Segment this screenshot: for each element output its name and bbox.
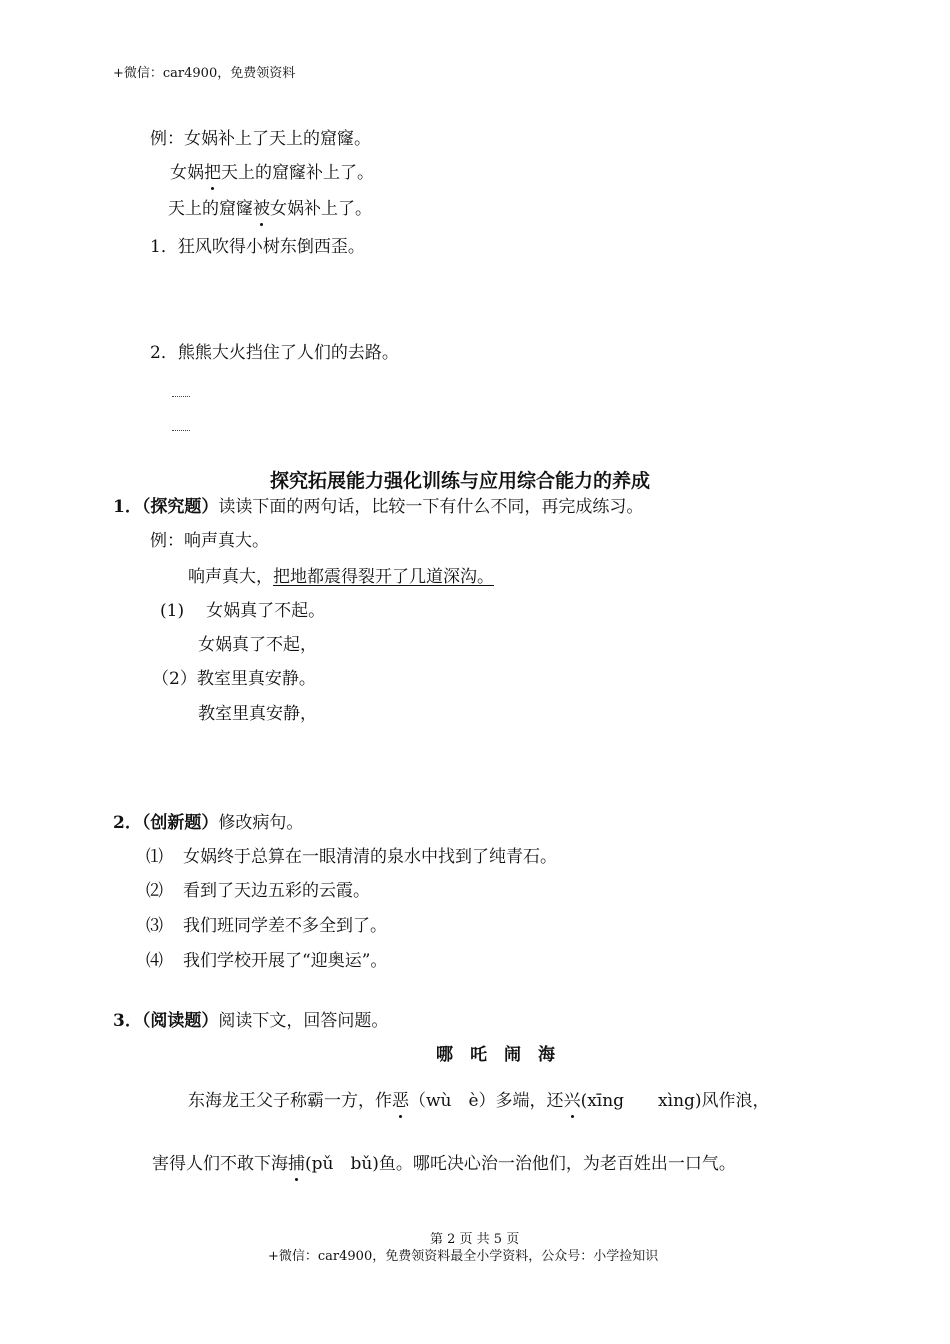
q1-sub-2-followup: 教室里真安静，	[198, 704, 317, 724]
question-prompt: 阅读下文，回答问题。	[218, 1011, 389, 1031]
ba-prefix: 女娲	[170, 163, 204, 183]
answer-blank-line	[172, 396, 190, 397]
exercise-item-1: 1．狂风吹得小树东倒西歪。	[150, 237, 365, 257]
passage-title: 哪 吒 闹 海	[436, 1045, 555, 1065]
q2-item-number: ⑵	[146, 881, 163, 901]
passage-text: 东海龙王父子称霸一方，作	[188, 1091, 392, 1111]
q1-sub-1-followup: 女娲真了不起，	[198, 635, 317, 655]
ba-suffix: 天上的窟窿补上了。	[221, 163, 374, 183]
dotted-char: 恶	[392, 1091, 409, 1111]
question-prompt: 读读下面的两句话，比较一下有什么不同，再完成练习。	[218, 497, 644, 517]
passage-line-2	[152, 1153, 736, 1175]
q1-sub-1-number: (1)	[160, 601, 185, 621]
q1-sub-2-number: （2）	[152, 669, 197, 689]
dotted-char: 兴	[563, 1091, 581, 1111]
q1-sub-2	[152, 668, 316, 690]
question-number: 2．	[113, 813, 142, 833]
question-3	[113, 1010, 388, 1032]
question-tag: （阅读题）	[141, 1011, 219, 1031]
q2-item	[146, 880, 370, 902]
q2-item-text: 女娲终于总算在一眼清清的泉水中找到了纯青石。	[183, 847, 557, 867]
q2-item-text: 我们学校开展了“迎奥运”。	[183, 951, 388, 971]
q1-example: 例：响声真大。	[150, 531, 269, 551]
bei-suffix: 女娲补上了。	[270, 199, 372, 219]
ba-char: 把	[204, 163, 221, 183]
question-tag: （探究题）	[141, 497, 219, 517]
q2-item	[146, 950, 387, 972]
q2-item-number: ⑴	[146, 847, 163, 867]
q2-item-text: 看到了天边五彩的云霞。	[183, 881, 370, 901]
question-2	[113, 812, 303, 834]
header-note: +微信：car4900，免费领资料	[113, 66, 296, 81]
page-number: 第 2 页 共 5 页	[430, 1232, 520, 1247]
bei-char: 被	[253, 199, 270, 219]
q2-item-number: ⑶	[146, 916, 163, 936]
example-text: 女娲补上了天上的窟窿。	[184, 129, 371, 149]
question-prompt: 修改病句。	[218, 813, 304, 833]
q1-sub-1-text: 女娲真了不起。	[206, 601, 326, 621]
footer-note: +微信：car4900，免费领资料最全小学资料，公众号：小学捡知识	[268, 1249, 659, 1264]
exercise-item-2: 2．熊熊大火挡住了人们的去路。	[150, 343, 399, 363]
q2-item-number: ⑷	[146, 951, 163, 971]
section-title: 探究拓展能力强化训练与应用综合能力的养成	[270, 470, 651, 492]
passage-text: 害得人们不敢下海	[152, 1154, 288, 1174]
dotted-char: 捕	[288, 1154, 305, 1174]
q1-example-prefix: 响声真大，	[188, 567, 273, 587]
question-number: 1．	[113, 497, 142, 517]
passage-text: （wù è）多端，还	[409, 1091, 564, 1111]
q1-sub-1	[160, 600, 325, 622]
q1-example-extended	[188, 566, 494, 588]
question-tag: （创新题）	[141, 813, 219, 833]
passage-text: (pǔ bǔ)鱼。哪吒决心治一治他们，为老百姓出一口气。	[305, 1154, 736, 1174]
q1-sub-2-text: 教室里真安静。	[196, 669, 316, 689]
passage-text: (xīng xìng)风作浪，	[580, 1091, 770, 1111]
q2-item	[146, 846, 557, 868]
question-number: 3．	[113, 1011, 142, 1031]
answer-blank-line	[172, 430, 190, 431]
passage-line-1	[188, 1090, 770, 1112]
bei-prefix: 天上的窟窿	[168, 199, 253, 219]
question-1	[113, 496, 643, 518]
q2-item	[146, 915, 387, 937]
example-sentence	[150, 128, 371, 150]
ba-sentence	[170, 162, 374, 184]
q2-item-text: 我们班同学差不多全到了。	[183, 916, 387, 936]
example-label: 例：	[150, 129, 184, 149]
q1-example-underlined: 把地都震得裂开了几道深沟。	[273, 567, 494, 587]
bei-sentence	[168, 198, 372, 220]
